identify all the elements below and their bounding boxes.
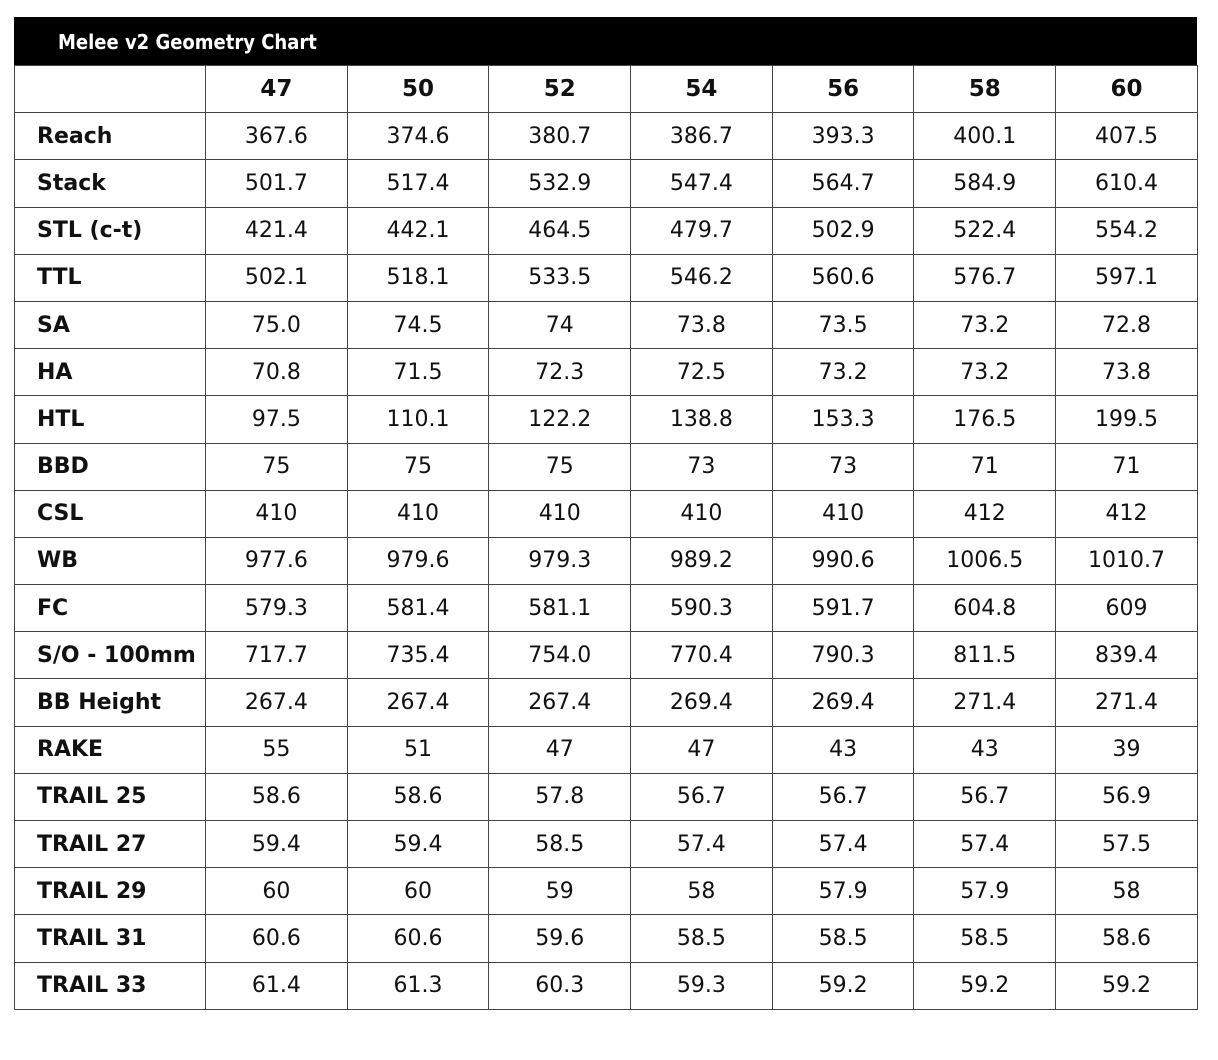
table-row xyxy=(15,349,1198,396)
table-cell: 58.6 xyxy=(347,773,489,820)
table-cell: 59.6 xyxy=(489,915,631,962)
table-cell: 979.3 xyxy=(489,537,631,584)
table-cell: 70.8 xyxy=(206,349,348,396)
table-cell: 73 xyxy=(631,443,773,490)
chart-title: Melee v2 Geometry Chart xyxy=(14,17,1197,65)
table-cell: 97.5 xyxy=(206,396,348,443)
table-cell: 269.4 xyxy=(772,679,914,726)
table-cell: 59.3 xyxy=(631,962,773,1009)
table-cell: 547.4 xyxy=(631,160,773,207)
table-cell: 1010.7 xyxy=(1056,537,1198,584)
table-cell: 58 xyxy=(1056,868,1198,915)
table-cell: 267.4 xyxy=(489,679,631,726)
table-cell: 57.5 xyxy=(1056,821,1198,868)
table-cell: 73.5 xyxy=(772,301,914,348)
table-cell: 1006.5 xyxy=(914,537,1056,584)
table-cell: 51 xyxy=(347,726,489,773)
table-cell: 581.4 xyxy=(347,585,489,632)
table-cell: 72.5 xyxy=(631,349,773,396)
table-cell: 576.7 xyxy=(914,254,1056,301)
table-cell: 410 xyxy=(206,490,348,537)
table-cell: 73.8 xyxy=(631,301,773,348)
table-cell: 533.5 xyxy=(489,254,631,301)
table-cell: 75 xyxy=(206,443,348,490)
row-label: TRAIL 25 xyxy=(15,773,206,820)
table-cell: 71 xyxy=(1056,443,1198,490)
table-row xyxy=(15,632,1198,679)
table-cell: 58.6 xyxy=(206,773,348,820)
table-row xyxy=(15,679,1198,726)
table-cell: 59.4 xyxy=(206,821,348,868)
table-cell: 72.3 xyxy=(489,349,631,396)
table-cell: 72.8 xyxy=(1056,301,1198,348)
table-cell: 60.3 xyxy=(489,962,631,1009)
table-cell: 59.2 xyxy=(914,962,1056,1009)
table-cell: 60.6 xyxy=(347,915,489,962)
table-cell: 58.5 xyxy=(772,915,914,962)
table-cell: 517.4 xyxy=(347,160,489,207)
geometry-table xyxy=(14,65,1198,1010)
table-cell: 60 xyxy=(347,868,489,915)
table-cell: 74 xyxy=(489,301,631,348)
table-cell: 59.2 xyxy=(1056,962,1198,1009)
size-header-47: 47 xyxy=(206,66,348,113)
table-cell: 502.1 xyxy=(206,254,348,301)
table-cell: 57.9 xyxy=(914,868,1056,915)
table-cell: 989.2 xyxy=(631,537,773,584)
table-row xyxy=(15,773,1198,820)
table-cell: 410 xyxy=(489,490,631,537)
row-label: BBD xyxy=(15,443,206,490)
row-label: WB xyxy=(15,537,206,584)
row-label: BB Height xyxy=(15,679,206,726)
row-label: SA xyxy=(15,301,206,348)
table-cell: 58.5 xyxy=(489,821,631,868)
table-cell: 464.5 xyxy=(489,207,631,254)
table-cell: 479.7 xyxy=(631,207,773,254)
table-row xyxy=(15,396,1198,443)
table-cell: 597.1 xyxy=(1056,254,1198,301)
table-cell: 58.5 xyxy=(914,915,1056,962)
table-cell: 138.8 xyxy=(631,396,773,443)
table-cell: 442.1 xyxy=(347,207,489,254)
table-cell: 269.4 xyxy=(631,679,773,726)
corner-cell xyxy=(15,66,206,113)
table-row xyxy=(15,301,1198,348)
table-cell: 977.6 xyxy=(206,537,348,584)
table-cell: 60 xyxy=(206,868,348,915)
table-cell: 584.9 xyxy=(914,160,1056,207)
table-row xyxy=(15,585,1198,632)
table-cell: 75 xyxy=(347,443,489,490)
table-row xyxy=(15,443,1198,490)
row-label: TTL xyxy=(15,254,206,301)
row-label: TRAIL 29 xyxy=(15,868,206,915)
size-header-56: 56 xyxy=(772,66,914,113)
table-cell: 110.1 xyxy=(347,396,489,443)
table-cell: 43 xyxy=(772,726,914,773)
table-cell: 532.9 xyxy=(489,160,631,207)
table-cell: 75.0 xyxy=(206,301,348,348)
size-header-54: 54 xyxy=(631,66,773,113)
table-cell: 502.9 xyxy=(772,207,914,254)
table-row xyxy=(15,254,1198,301)
table-cell: 47 xyxy=(489,726,631,773)
table-cell: 501.7 xyxy=(206,160,348,207)
table-cell: 610.4 xyxy=(1056,160,1198,207)
table-body xyxy=(15,113,1198,1010)
table-cell: 56.7 xyxy=(914,773,1056,820)
table-cell: 39 xyxy=(1056,726,1198,773)
table-cell: 73.8 xyxy=(1056,349,1198,396)
table-cell: 374.6 xyxy=(347,113,489,160)
table-cell: 122.2 xyxy=(489,396,631,443)
size-header-60: 60 xyxy=(1056,66,1198,113)
table-cell: 57.4 xyxy=(772,821,914,868)
table-cell: 267.4 xyxy=(347,679,489,726)
row-label: S/O - 100mm xyxy=(15,632,206,679)
table-row xyxy=(15,207,1198,254)
table-row xyxy=(15,868,1198,915)
table-cell: 176.5 xyxy=(914,396,1056,443)
table-cell: 579.3 xyxy=(206,585,348,632)
table-cell: 754.0 xyxy=(489,632,631,679)
row-label: CSL xyxy=(15,490,206,537)
table-cell: 522.4 xyxy=(914,207,1056,254)
table-cell: 55 xyxy=(206,726,348,773)
table-row xyxy=(15,113,1198,160)
table-cell: 59 xyxy=(489,868,631,915)
row-label: TRAIL 31 xyxy=(15,915,206,962)
table-cell: 990.6 xyxy=(772,537,914,584)
table-cell: 735.4 xyxy=(347,632,489,679)
table-cell: 717.7 xyxy=(206,632,348,679)
row-label: Reach xyxy=(15,113,206,160)
table-cell: 73 xyxy=(772,443,914,490)
table-cell: 59.4 xyxy=(347,821,489,868)
table-row xyxy=(15,726,1198,773)
table-row xyxy=(15,160,1198,207)
table-row xyxy=(15,490,1198,537)
row-label: RAKE xyxy=(15,726,206,773)
table-cell: 71.5 xyxy=(347,349,489,396)
table-cell: 554.2 xyxy=(1056,207,1198,254)
table-cell: 560.6 xyxy=(772,254,914,301)
table-cell: 590.3 xyxy=(631,585,773,632)
table-cell: 412 xyxy=(914,490,1056,537)
row-label: STL (c-t) xyxy=(15,207,206,254)
table-cell: 58.6 xyxy=(1056,915,1198,962)
table-cell: 153.3 xyxy=(772,396,914,443)
table-cell: 546.2 xyxy=(631,254,773,301)
table-cell: 57.4 xyxy=(914,821,1056,868)
table-cell: 57.4 xyxy=(631,821,773,868)
table-cell: 367.6 xyxy=(206,113,348,160)
table-cell: 591.7 xyxy=(772,585,914,632)
size-header-row xyxy=(15,66,1198,113)
table-cell: 74.5 xyxy=(347,301,489,348)
table-row xyxy=(15,915,1198,962)
table-cell: 412 xyxy=(1056,490,1198,537)
table-cell: 47 xyxy=(631,726,773,773)
table-cell: 56.9 xyxy=(1056,773,1198,820)
row-label: TRAIL 27 xyxy=(15,821,206,868)
size-header-58: 58 xyxy=(914,66,1056,113)
table-row xyxy=(15,537,1198,584)
table-cell: 56.7 xyxy=(631,773,773,820)
table-cell: 604.8 xyxy=(914,585,1056,632)
row-label: Stack xyxy=(15,160,206,207)
table-cell: 61.4 xyxy=(206,962,348,1009)
geometry-chart xyxy=(14,17,1197,1010)
table-cell: 564.7 xyxy=(772,160,914,207)
table-cell: 56.7 xyxy=(772,773,914,820)
table-cell: 410 xyxy=(772,490,914,537)
row-label: HA xyxy=(15,349,206,396)
table-cell: 58.5 xyxy=(631,915,773,962)
table-cell: 407.5 xyxy=(1056,113,1198,160)
table-cell: 60.6 xyxy=(206,915,348,962)
table-cell: 43 xyxy=(914,726,1056,773)
row-label: HTL xyxy=(15,396,206,443)
table-cell: 421.4 xyxy=(206,207,348,254)
row-label: TRAIL 33 xyxy=(15,962,206,1009)
table-cell: 73.2 xyxy=(772,349,914,396)
table-cell: 979.6 xyxy=(347,537,489,584)
table-row xyxy=(15,962,1198,1009)
table-cell: 75 xyxy=(489,443,631,490)
table-cell: 581.1 xyxy=(489,585,631,632)
table-cell: 839.4 xyxy=(1056,632,1198,679)
table-cell: 393.3 xyxy=(772,113,914,160)
table-cell: 410 xyxy=(347,490,489,537)
table-cell: 271.4 xyxy=(1056,679,1198,726)
table-cell: 61.3 xyxy=(347,962,489,1009)
table-cell: 73.2 xyxy=(914,349,1056,396)
table-cell: 609 xyxy=(1056,585,1198,632)
size-header-50: 50 xyxy=(347,66,489,113)
table-cell: 199.5 xyxy=(1056,396,1198,443)
table-cell: 71 xyxy=(914,443,1056,490)
row-label: FC xyxy=(15,585,206,632)
table-cell: 811.5 xyxy=(914,632,1056,679)
table-cell: 380.7 xyxy=(489,113,631,160)
table-cell: 770.4 xyxy=(631,632,773,679)
table-cell: 790.3 xyxy=(772,632,914,679)
table-cell: 59.2 xyxy=(772,962,914,1009)
table-cell: 57.8 xyxy=(489,773,631,820)
table-row xyxy=(15,821,1198,868)
table-cell: 518.1 xyxy=(347,254,489,301)
table-cell: 386.7 xyxy=(631,113,773,160)
table-cell: 410 xyxy=(631,490,773,537)
size-header-52: 52 xyxy=(489,66,631,113)
table-cell: 267.4 xyxy=(206,679,348,726)
table-cell: 57.9 xyxy=(772,868,914,915)
table-cell: 400.1 xyxy=(914,113,1056,160)
table-cell: 58 xyxy=(631,868,773,915)
table-cell: 73.2 xyxy=(914,301,1056,348)
table-cell: 271.4 xyxy=(914,679,1056,726)
